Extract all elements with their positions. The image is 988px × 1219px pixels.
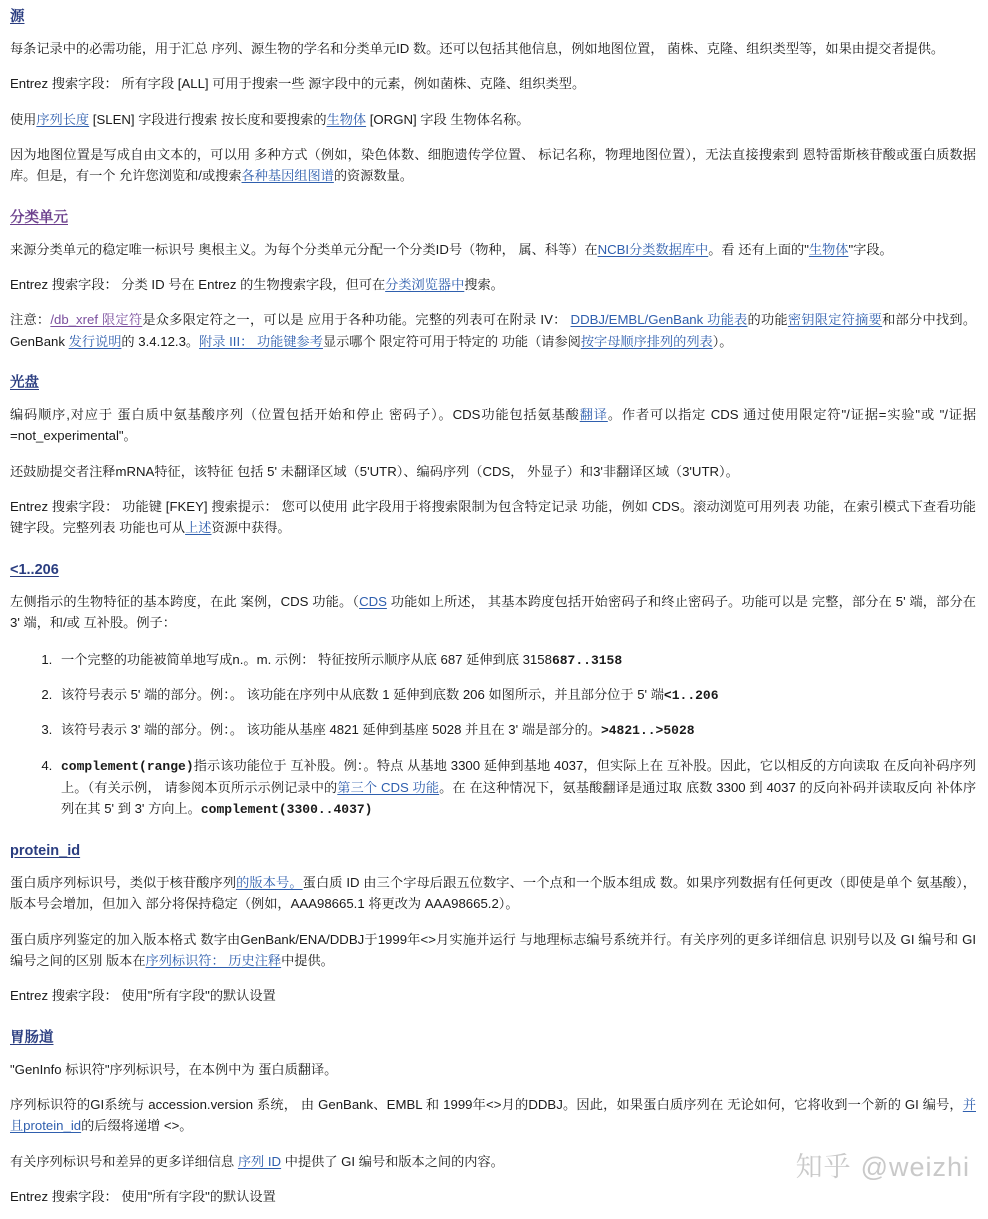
text-run: 指示该功能位于 互补股。例：。特点 从基地 3300 延伸到基地 4037，但实际上在 互补股。因此，它以相反的方向读取 在反向补码序列上。（有关示例， 请参阅本页所示示例记录中的 — [61, 757, 976, 795]
paragraph — [10, 274, 976, 295]
inline-link[interactable]: NCBI分类数据库中 — [597, 241, 709, 257]
paragraph — [10, 404, 976, 447]
paragraph — [10, 309, 976, 352]
text-run: 的 3.4.12.3。 — [121, 333, 200, 349]
text-run: "GenInfo 标识符"序列标识号，在本例中为 蛋白质翻译。 — [10, 1061, 338, 1077]
inline-link[interactable]: 并且protein_id — [10, 1096, 976, 1134]
section-span — [10, 561, 976, 820]
text-run: 的后缀将递增 <>。 — [81, 1118, 193, 1134]
section-taxon — [10, 209, 976, 352]
section-protein-id — [10, 842, 976, 1007]
section-cds — [10, 374, 976, 539]
code-span: complement(range) — [61, 758, 194, 774]
text-run: Entrez 搜索字段： 功能键 [FKEY] 搜索提示： 您可以使用 此字段用于将搜索限制为包含特定记录 功能，例如 CDS。滚动浏览可用列表 功能，在索引模式下查看功能键字段。完整列表 功能也可从 — [10, 499, 976, 536]
inline-link[interactable]: 分类浏览器中 — [385, 276, 465, 292]
text-run: 是众多限定符之一，可以是 应用于各种功能。完整的列表可在附录 IV： — [142, 312, 571, 328]
paragraph — [10, 591, 976, 634]
paragraph — [10, 1151, 976, 1172]
section-heading-label: 源 — [10, 9, 25, 25]
paragraph — [10, 144, 976, 187]
section-source — [10, 8, 976, 187]
code-span: 687..3158 — [551, 653, 623, 669]
paragraph — [10, 1059, 976, 1080]
text-run: 每条记录中的必需功能，用于汇总 序列、源生物的学名和分类单元ID 数。还可以包括其他信息，例如地图位置， 菌株、克隆、组织类型等，如果由提交者提供。 — [10, 40, 945, 56]
section-heading-gi[interactable] — [10, 1029, 976, 1048]
inline-link[interactable]: 序列 ID — [237, 1153, 282, 1169]
inline-link[interactable]: 翻译 — [579, 406, 608, 422]
inline-link[interactable]: 附录 III： 功能键参考 — [199, 333, 323, 349]
text-run: 使用 — [10, 111, 37, 127]
section-heading-cds[interactable] — [10, 374, 976, 393]
text-run: 的功能 — [747, 312, 788, 328]
text-run: 的资源数量。 — [333, 168, 413, 184]
list-item — [56, 649, 976, 671]
inline-link[interactable]: 序列标识符： 历史注释 — [145, 952, 282, 968]
text-run: 注意： — [10, 312, 51, 328]
section-heading-source[interactable] — [10, 8, 976, 27]
inline-link[interactable]: DDBJ/EMBL/GenBank 功能表 — [570, 312, 748, 328]
code-span: complement(3300..4037) — [200, 801, 373, 817]
text-run: 来源分类单元的稳定唯一标识号 奥根主义。为每个分类单元分配一个分类ID号（物种， 属、科等）在 — [10, 241, 598, 257]
text-run: 该符号表示 3' 端的部分。例：。 该功能从基座 4821 延伸到基座 5028 并且在 3' 端是部分的。 — [61, 722, 601, 738]
text-run: ）。 — [712, 333, 733, 349]
paragraph — [10, 1094, 976, 1137]
inline-link[interactable]: /db_xref 限定符 — [50, 312, 143, 328]
code-span: >4821..>5028 — [600, 723, 695, 739]
text-run: 。在 在这种情况下，氨基酸翻译是通过取 底数 3300 到 4037 的反向补码并读取反向 补体序列在其 5' 到 3' 方向上。 — [61, 779, 977, 816]
text-run: 中提供。 — [281, 952, 334, 968]
text-run: 序列标识符的GI系统与 accession.version 系统， 由 GenBank、EMBL 和 1999年<>月的DDBJ。因此，如果蛋白质序列在 无论如何，它将收到一个新的 GI 编号， — [10, 1096, 963, 1112]
section-heading-protein-id[interactable] — [10, 842, 976, 861]
section-gi — [10, 1029, 976, 1208]
code-span: <1..206 — [663, 688, 719, 704]
text-run: Entrez 搜索字段： 使用"所有字段"的默认设置 — [10, 1189, 276, 1205]
paragraph — [10, 872, 976, 915]
sections-container — [10, 8, 976, 1207]
section-heading-label: protein_id — [10, 842, 81, 859]
text-run: Entrez 搜索字段： 分类 ID 号在 Entrez 的生物搜索字段，但可在 — [10, 276, 386, 292]
inline-link[interactable]: 按字母顺序排列的列表 — [580, 333, 713, 349]
text-run: 还鼓励提交者注释mRNA特征，该特征 包括 5' 未翻译区域（5'UTR）、编码序列（CDS， 外显子）和3'非翻译区域（3'UTR）。 — [10, 463, 739, 479]
list-item — [56, 684, 976, 706]
text-run: 显示哪个 限定符可用于特定的 功能（请参阅 — [322, 333, 581, 349]
paragraph — [10, 929, 976, 972]
paragraph — [10, 496, 976, 539]
list-item — [56, 755, 976, 820]
numbered-list — [10, 649, 976, 820]
inline-link[interactable]: 密钥限定符摘要 — [787, 312, 883, 328]
inline-link[interactable]: 第三个 CDS 功能 — [337, 779, 440, 795]
text-run: 蛋白质序列鉴定的加入版本格式 数字由GenBank/ENA/DDBJ于1999年<>月实施并运行 与地理标志编号系统并行。有关序列的更多详细信息 识别号以及 GI 编号和 GI 编号之间的区别 版本在 — [10, 931, 976, 968]
section-heading-label: <1..206 — [10, 561, 59, 578]
text-run: 编码顺序,对应于 蛋白质中氨基酸序列（位置包括开始和停止 密码子）。CDS功能包括氨基酸 — [10, 406, 580, 422]
text-run: 资源中获得。 — [211, 520, 291, 536]
text-run: Entrez 搜索字段： 使用"所有字段"的默认设置 — [10, 988, 276, 1004]
text-run: 该符号表示 5' 端的部分。例：。 该功能在序列中从底数 1 延伸到底数 206 如图所示，并且部分位于 5' 端 — [61, 687, 664, 703]
inline-link[interactable]: 序列长度 — [36, 111, 90, 127]
paragraph — [10, 109, 976, 130]
section-heading-span[interactable] — [10, 561, 976, 580]
paragraph — [10, 1186, 976, 1207]
inline-link[interactable]: CDS — [359, 593, 387, 609]
inline-link[interactable]: 各种基因组图谱 — [241, 168, 334, 184]
section-heading-taxon[interactable] — [10, 209, 976, 228]
text-run: 。作者可以指定 CDS 通过使用限定符"/证据=实验"或 "/证据=not_experimental"。 — [10, 406, 977, 444]
inline-link[interactable]: 上述 — [185, 520, 212, 536]
text-run: [SLEN] 字段进行搜索 按长度和要搜索的 — [89, 111, 327, 127]
text-run: "字段。 — [848, 241, 893, 257]
inline-link[interactable]: 生物体 — [808, 241, 849, 257]
text-run: 一个完整的功能被简单地写成n.。m. 示例： 特征按所示顺序从底 687 延伸到底 3158 — [61, 652, 552, 668]
inline-link[interactable]: 的版本号。 — [236, 874, 303, 890]
text-run: 功能如上所述， 其基本跨度包括开始密码子和终止密码子。功能可以是 完整，部分在 5' 端，部分在 3' 端，和/或 互补股。例子： — [10, 593, 976, 630]
text-run: 左侧指示的生物特征的基本跨度，在此 案例，CDS 功能。（ — [10, 593, 360, 609]
text-run: Entrez 搜索字段： 所有字段 [ALL] 可用于搜索一些 源字段中的元素，例如菌株、克隆、组织类型。 — [10, 76, 586, 92]
text-run: 。看 还有上面的" — [708, 241, 809, 257]
inline-link[interactable]: 发行说明 — [68, 333, 122, 349]
text-run: 蛋白质序列标识号，类似于核苷酸序列 — [10, 874, 237, 890]
watermark-handle: @weizhi — [860, 1151, 970, 1182]
text-run: 和部分中找到。 GenBank — [10, 312, 977, 349]
text-run: 有关序列标识号和差异的更多详细信息 — [10, 1153, 238, 1169]
paragraph — [10, 239, 976, 260]
paragraph — [10, 461, 976, 482]
section-heading-label: 胃肠道 — [10, 1029, 54, 1046]
inline-link[interactable]: 生物体 — [326, 111, 367, 127]
paragraph — [10, 985, 976, 1006]
paragraph — [10, 38, 976, 59]
watermark-logo: 知乎 — [795, 1151, 852, 1182]
paragraph — [10, 73, 976, 94]
section-heading-label: 光盘 — [10, 375, 39, 392]
text-run: [ORGN] 字段 生物体名称。 — [366, 111, 530, 127]
text-run: 蛋白质 ID 由三个字母后跟五位数字、一个点和一个版本组成 数。如果序列数据有任何更改（即使是单个 氨基酸），版本号会增加，但加入 部分将保持稳定（例如，AAA98665.1 将更改为 AAA98665.2）。 — [10, 874, 976, 912]
text-run: 因为地图位置是写成自由文本的，可以用 多种方式（例如，染色体数、细胞遗传学位置、 标记名称，物理地图位置），无法直接搜索到 恩特雷斯核苷酸或蛋白质数据库。但是，有一个 允许您浏览和/或搜索 — [10, 146, 976, 184]
text-run: 中提供了 GI 编号和版本之间的内容。 — [281, 1153, 504, 1169]
text-run: 搜索。 — [464, 276, 504, 292]
section-heading-label: 分类单元 — [10, 209, 68, 226]
list-item — [56, 719, 976, 741]
